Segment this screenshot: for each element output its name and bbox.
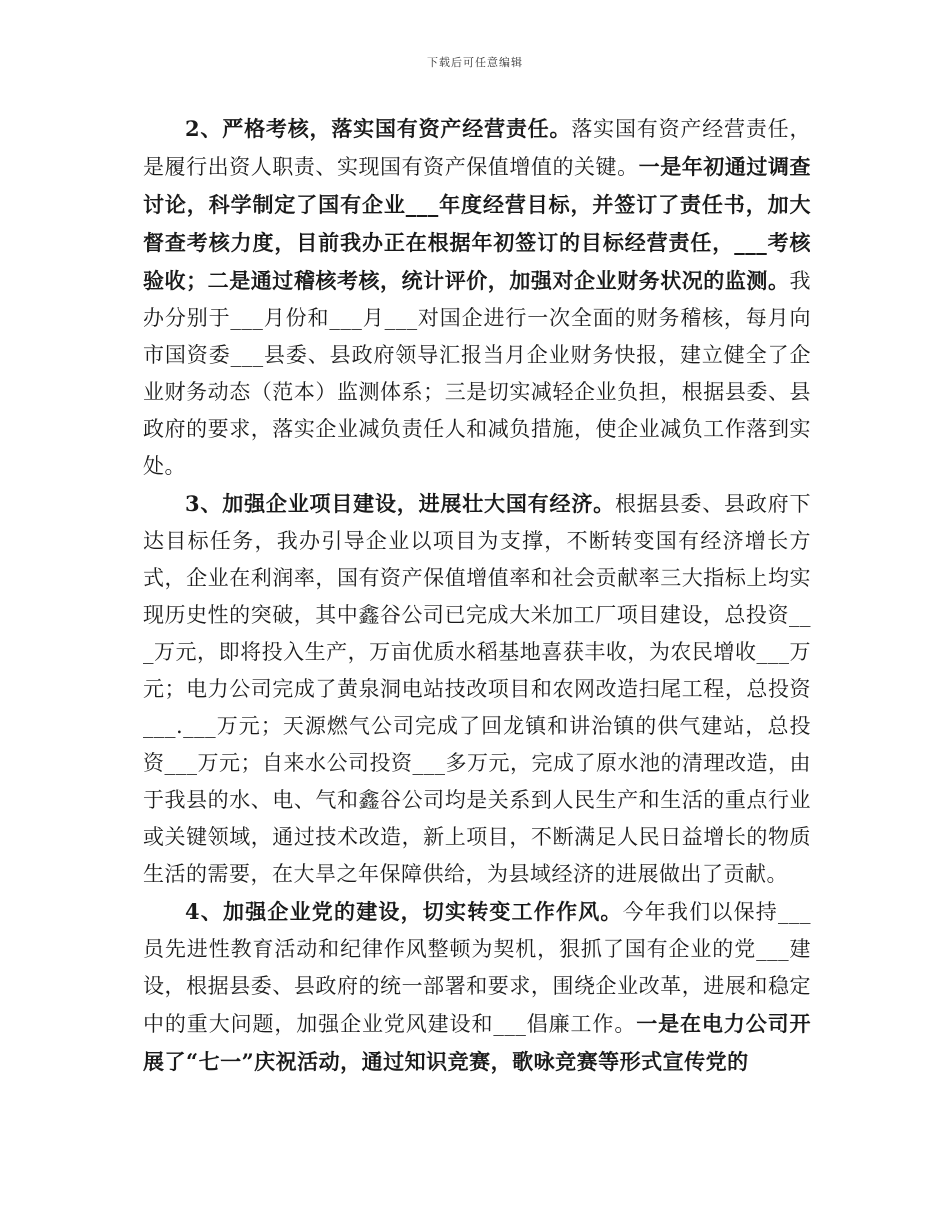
paragraph-3-text: 根据县委、县政府下达目标任务，我办引导企业以项目为支撑，不断转变国有经济增长方式，企业在利润率，国有资产保值增值率和社会贡献率三大指标上均实现历史性的突破，其中鑫谷公司已完成大米加工厂项目建设，总投资___万元，即将投入生产，万亩优质水稻基地喜获丰收，为农民增收___万元；电力公司完成了黄泉洞电站技改项目和农网改造扫尾工程，总投资___.___万元；天源燃气公司完成了回龙镇和讲治镇的供气建站，总投资___万元；自来水公司投资___多万元，完成了原水池的清理改造，由于我县的水、电、气和鑫谷公司均是关系到人民生产和生活的重点行业或关键领域，通过技术改造，新上项目，不断满足人民日益增长的物质生活的需要，在大旱之年保障供给，为县域经济的进展做出了贡献。: [143, 492, 811, 886]
document-body: [143, 110, 811, 1081]
paragraph-3: [143, 485, 811, 893]
paragraph-2-text-tail: 我办分别于___月份和___月___对国企进行一次全面的财务稽核，每月向市国资委___县委、县政府领导汇报当月企业财务快报，建立健全了企业财务动态（范本）监测体系；三是切实减轻企业负担，根据县委、县政府的要求，落实企业减负责任人和减负措施，使企业减负工作落到实处。: [143, 269, 811, 478]
paragraph-4-text: 今年我们以保持___员先进性教育活动和纪律作风整顿为契机，狠抓了国有企业的党___建设，根据县委、县政府的统一部署和要求，围绕企业改革，进展和稳定中的重大问题，加强企业党风建设和___倡廉工作。: [143, 900, 811, 1036]
paragraph-2-bold-text: 一是年初通过调查讨论，科学制定了国有企业___年度经营目标，并签订了责任书，加大督查考核力度，目前我办正在根据年初签订的目标经营责任，___考核验收；二是通过稽核考核，统计评价，加强对企业财务状况的监测。: [143, 154, 812, 293]
paragraph-2-heading: 2、严格考核，落实国有资产经营责任。: [185, 116, 572, 141]
paragraph-2-text: 落实国有资产经营责任，是履行出资人职责、实现国有资产保值增值的关键。: [143, 117, 811, 179]
page-header: 下载后可任意编辑: [427, 56, 523, 69]
paragraph-4: [143, 893, 811, 1081]
paragraph-4-bold-text: 一是在电力公司开展了“七一”庆祝活动，通过知识竞赛，歌咏竞赛等形式宣传党的: [143, 1011, 812, 1074]
paragraph-2: [143, 110, 811, 485]
paragraph-3-heading: 3、加强企业项目建设，进展壮大国有经济。: [185, 491, 615, 516]
paragraph-4-heading: 4、加强企业党的建设，切实转变工作作风。: [185, 899, 623, 924]
